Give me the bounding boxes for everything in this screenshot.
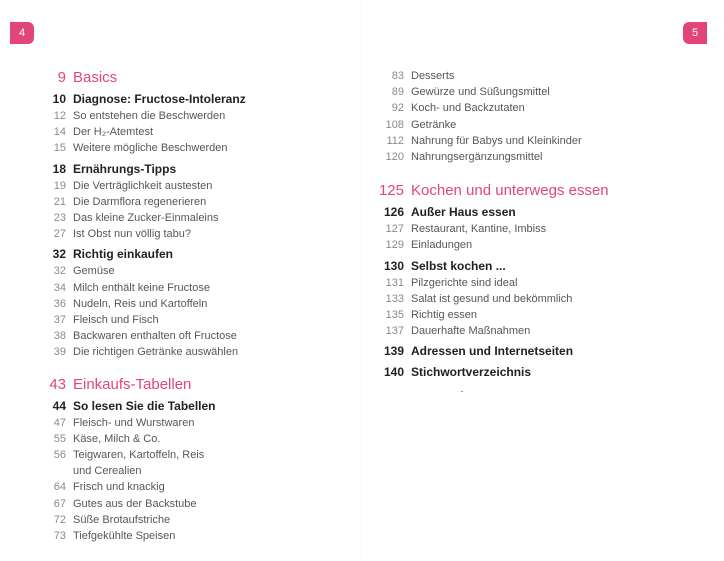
toc-entry[interactable] <box>38 328 348 344</box>
toc-entry-title: Nahrungsergänzungsmittel <box>411 151 543 164</box>
toc-entry-title: Einladungen <box>411 239 473 252</box>
page-number-right: 5 <box>683 22 707 44</box>
toc-entry-page-number: 92 <box>391 102 404 115</box>
toc-entry[interactable] <box>376 84 686 100</box>
toc-topic-title: Ernährungs-Tipps <box>73 161 177 176</box>
toc-entry-page-number: 64 <box>53 481 66 494</box>
toc-entry-title: Dauerhafte Maßnahmen <box>411 325 531 338</box>
toc-chapter-page-number: 9 <box>57 69 66 86</box>
toc-entry[interactable] <box>376 237 686 253</box>
toc-entry[interactable] <box>38 447 348 463</box>
toc-entry-page-number: 12 <box>53 110 66 122</box>
toc-topic-page-number: 18 <box>52 161 66 176</box>
toc-chapter[interactable] <box>376 181 686 201</box>
toc-entry-page-number: 36 <box>53 297 66 310</box>
toc-entry[interactable] <box>376 100 686 116</box>
toc-entry[interactable] <box>38 312 348 328</box>
toc-topic[interactable] <box>376 363 686 381</box>
toc-entry-page-number: 19 <box>53 179 66 192</box>
toc-entry-page-number: 72 <box>53 513 66 526</box>
toc-entry-title: Das kleine Zucker-Einmaleins <box>73 212 219 225</box>
toc-entry-title: Gewürze und Süßungsmittel <box>411 86 550 99</box>
toc-entry[interactable] <box>38 528 348 544</box>
toc-topic[interactable] <box>376 203 686 221</box>
toc-entry-page-number: 120 <box>385 151 404 164</box>
toc-entry-page-number: 23 <box>53 212 66 225</box>
toc-entry-page-number: 133 <box>385 292 404 305</box>
toc-entry-page-number: 15 <box>53 142 66 155</box>
toc-entry-page-number: 21 <box>53 195 66 208</box>
toc-entry-page-number: 127 <box>385 223 404 236</box>
toc-entry-page-number: 37 <box>53 314 66 327</box>
toc-entry-title: Fleisch- und Wurstwaren <box>73 416 195 429</box>
toc-entry-page-number: 47 <box>53 416 66 429</box>
toc-entry-title: Frisch und knackig <box>73 481 165 494</box>
toc-entry-page-number: 129 <box>385 239 404 252</box>
toc-entry[interactable] <box>38 479 348 495</box>
toc-entry[interactable] <box>376 221 686 237</box>
toc-topic-title: Außer Haus essen <box>411 205 516 220</box>
page-number-left: 4 <box>10 22 34 44</box>
toc-topic-title: So lesen Sie die Tabellen <box>73 398 216 413</box>
toc-entry[interactable] <box>38 178 348 194</box>
toc-entry-title: Gemüse <box>73 265 115 278</box>
toc-entry-title: Restaurant, Kantine, Imbiss <box>411 223 547 236</box>
toc-entry[interactable] <box>38 140 348 156</box>
toc-entry-title: Der H₂-Atemtest <box>73 126 154 139</box>
toc-entry[interactable] <box>38 415 348 431</box>
toc-topic-title: Selbst kochen ... <box>411 258 506 273</box>
toc-entry[interactable] <box>376 275 686 291</box>
toc-entry-page-number: 14 <box>53 126 66 139</box>
toc-entry[interactable] <box>376 307 686 323</box>
toc-entry-title: Getränke <box>411 118 457 131</box>
toc-entry-title: Die Darmflora regenerieren <box>73 195 207 208</box>
toc-entry-title: Teigwaren, Kartoffeln, Reis <box>73 449 205 462</box>
toc-entry-title: Weitere mögliche Beschwerden <box>73 142 228 155</box>
toc-topic-title: Stichwortverzeichnis <box>411 365 532 380</box>
toc-topic[interactable] <box>38 397 348 415</box>
print-mark <box>461 391 463 392</box>
toc-entry[interactable] <box>38 280 348 296</box>
toc-entry[interactable] <box>376 117 686 133</box>
toc-entry-page-number: 83 <box>391 70 404 82</box>
toc-entry[interactable] <box>38 463 348 479</box>
toc-entry-page-number: 55 <box>53 432 66 445</box>
toc-topic[interactable] <box>376 342 686 360</box>
toc-topic[interactable] <box>376 257 686 275</box>
toc-chapter-page-number: 125 <box>378 182 404 200</box>
toc-entry-page-number: 27 <box>53 228 66 241</box>
toc-entry[interactable] <box>38 108 348 124</box>
toc-topic-page-number: 32 <box>52 247 66 262</box>
toc-entry[interactable] <box>38 226 348 242</box>
toc-entry-title: Koch- und Backzutaten <box>411 102 525 115</box>
toc-chapter[interactable] <box>38 68 348 88</box>
toc-entry[interactable] <box>38 496 348 512</box>
toc-entry-title: Die Verträglichkeit austesten <box>73 179 213 192</box>
toc-entry-page-number: 131 <box>385 276 404 289</box>
toc-topic-page-number: 139 <box>383 344 404 359</box>
toc-entry-title: Süße Brotaufstriche <box>73 513 171 526</box>
toc-topic-title: Diagnose: Fructose-Intoleranz <box>73 92 246 106</box>
toc-right-column <box>376 68 686 381</box>
toc-topic-page-number: 130 <box>383 258 404 273</box>
toc-topic-title: Richtig einkaufen <box>73 247 174 262</box>
toc-entry-title: Nahrung für Babys und Kleinkinder <box>411 134 582 147</box>
toc-entry[interactable] <box>38 263 348 279</box>
toc-entry-page-number: 38 <box>53 330 66 343</box>
toc-entry[interactable] <box>376 149 686 165</box>
toc-entry[interactable] <box>38 124 348 140</box>
toc-entry-title: Ist Obst nun völlig tabu? <box>73 228 192 241</box>
toc-entry[interactable] <box>38 344 348 360</box>
toc-entry[interactable] <box>38 431 348 447</box>
toc-entry-page-number: 135 <box>385 309 404 322</box>
toc-entry-page-number: 137 <box>385 325 404 338</box>
toc-entry-title: Milch enthält keine Fructose <box>73 281 210 294</box>
section-gap <box>376 165 686 181</box>
toc-chapter[interactable] <box>38 375 348 395</box>
toc-topic-page-number: 140 <box>383 365 404 380</box>
spread-gutter <box>361 0 362 561</box>
toc-entry-title: So entstehen die Beschwerden <box>73 110 226 122</box>
toc-entry[interactable] <box>38 210 348 226</box>
toc-topic[interactable] <box>38 90 348 108</box>
toc-topic[interactable] <box>38 245 348 263</box>
toc-entry-page-number: 112 <box>386 134 404 147</box>
toc-entry-title: Tiefgekühlte Speisen <box>73 530 176 543</box>
toc-entry-title: Fleisch und Fisch <box>73 314 159 327</box>
toc-entry[interactable] <box>376 68 686 84</box>
toc-chapter-page-number: 43 <box>49 375 66 393</box>
toc-entry-title: Pilzgerichte sind ideal <box>411 276 518 289</box>
toc-entry-title: Backwaren enthalten oft Fructose <box>73 330 237 343</box>
toc-chapter-title: Kochen und unterwegs essen <box>411 182 609 200</box>
toc-topic-title: Adressen und Internetseiten <box>411 344 574 359</box>
toc-entry-page-number: 32 <box>53 265 66 278</box>
toc-entry-title: Richtig essen <box>411 309 478 322</box>
toc-entry-title: Salat ist gesund und bekömmlich <box>411 292 573 305</box>
toc-topic-page-number: 10 <box>52 92 66 106</box>
toc-chapter-title: Basics <box>73 69 118 86</box>
toc-entry-title: und Cerealien <box>73 465 142 478</box>
toc-topic-page-number: 44 <box>52 398 66 413</box>
toc-entry-page-number: 39 <box>53 346 66 359</box>
toc-entry[interactable] <box>376 323 686 339</box>
toc-entry-title: Die richtigen Getränke auswählen <box>73 346 239 359</box>
toc-entry[interactable] <box>38 296 348 312</box>
toc-entry-page-number: 73 <box>53 530 66 543</box>
toc-entry-page-number: 56 <box>53 449 66 462</box>
toc-entry[interactable] <box>38 194 348 210</box>
toc-entry-title: Desserts <box>411 70 455 82</box>
toc-entry-page-number: 34 <box>53 281 66 294</box>
toc-entry-page-number: 89 <box>391 86 404 99</box>
toc-chapter-title: Einkaufs-Tabellen <box>73 375 192 393</box>
section-gap <box>38 361 348 375</box>
toc-topic[interactable] <box>38 160 348 178</box>
toc-entry-title: Käse, Milch & Co. <box>73 432 161 445</box>
toc-entry-page-number: 67 <box>53 497 66 510</box>
toc-entry[interactable] <box>376 133 686 149</box>
toc-entry-page-number: 108 <box>385 118 404 131</box>
toc-entry-title: Nudeln, Reis und Kartoffeln <box>73 297 208 310</box>
toc-entry-title: Gutes aus der Backstube <box>73 497 197 510</box>
toc-entry[interactable] <box>376 291 686 307</box>
toc-topic-page-number: 126 <box>383 205 404 220</box>
toc-left-column <box>38 68 348 544</box>
toc-entry[interactable] <box>38 512 348 528</box>
